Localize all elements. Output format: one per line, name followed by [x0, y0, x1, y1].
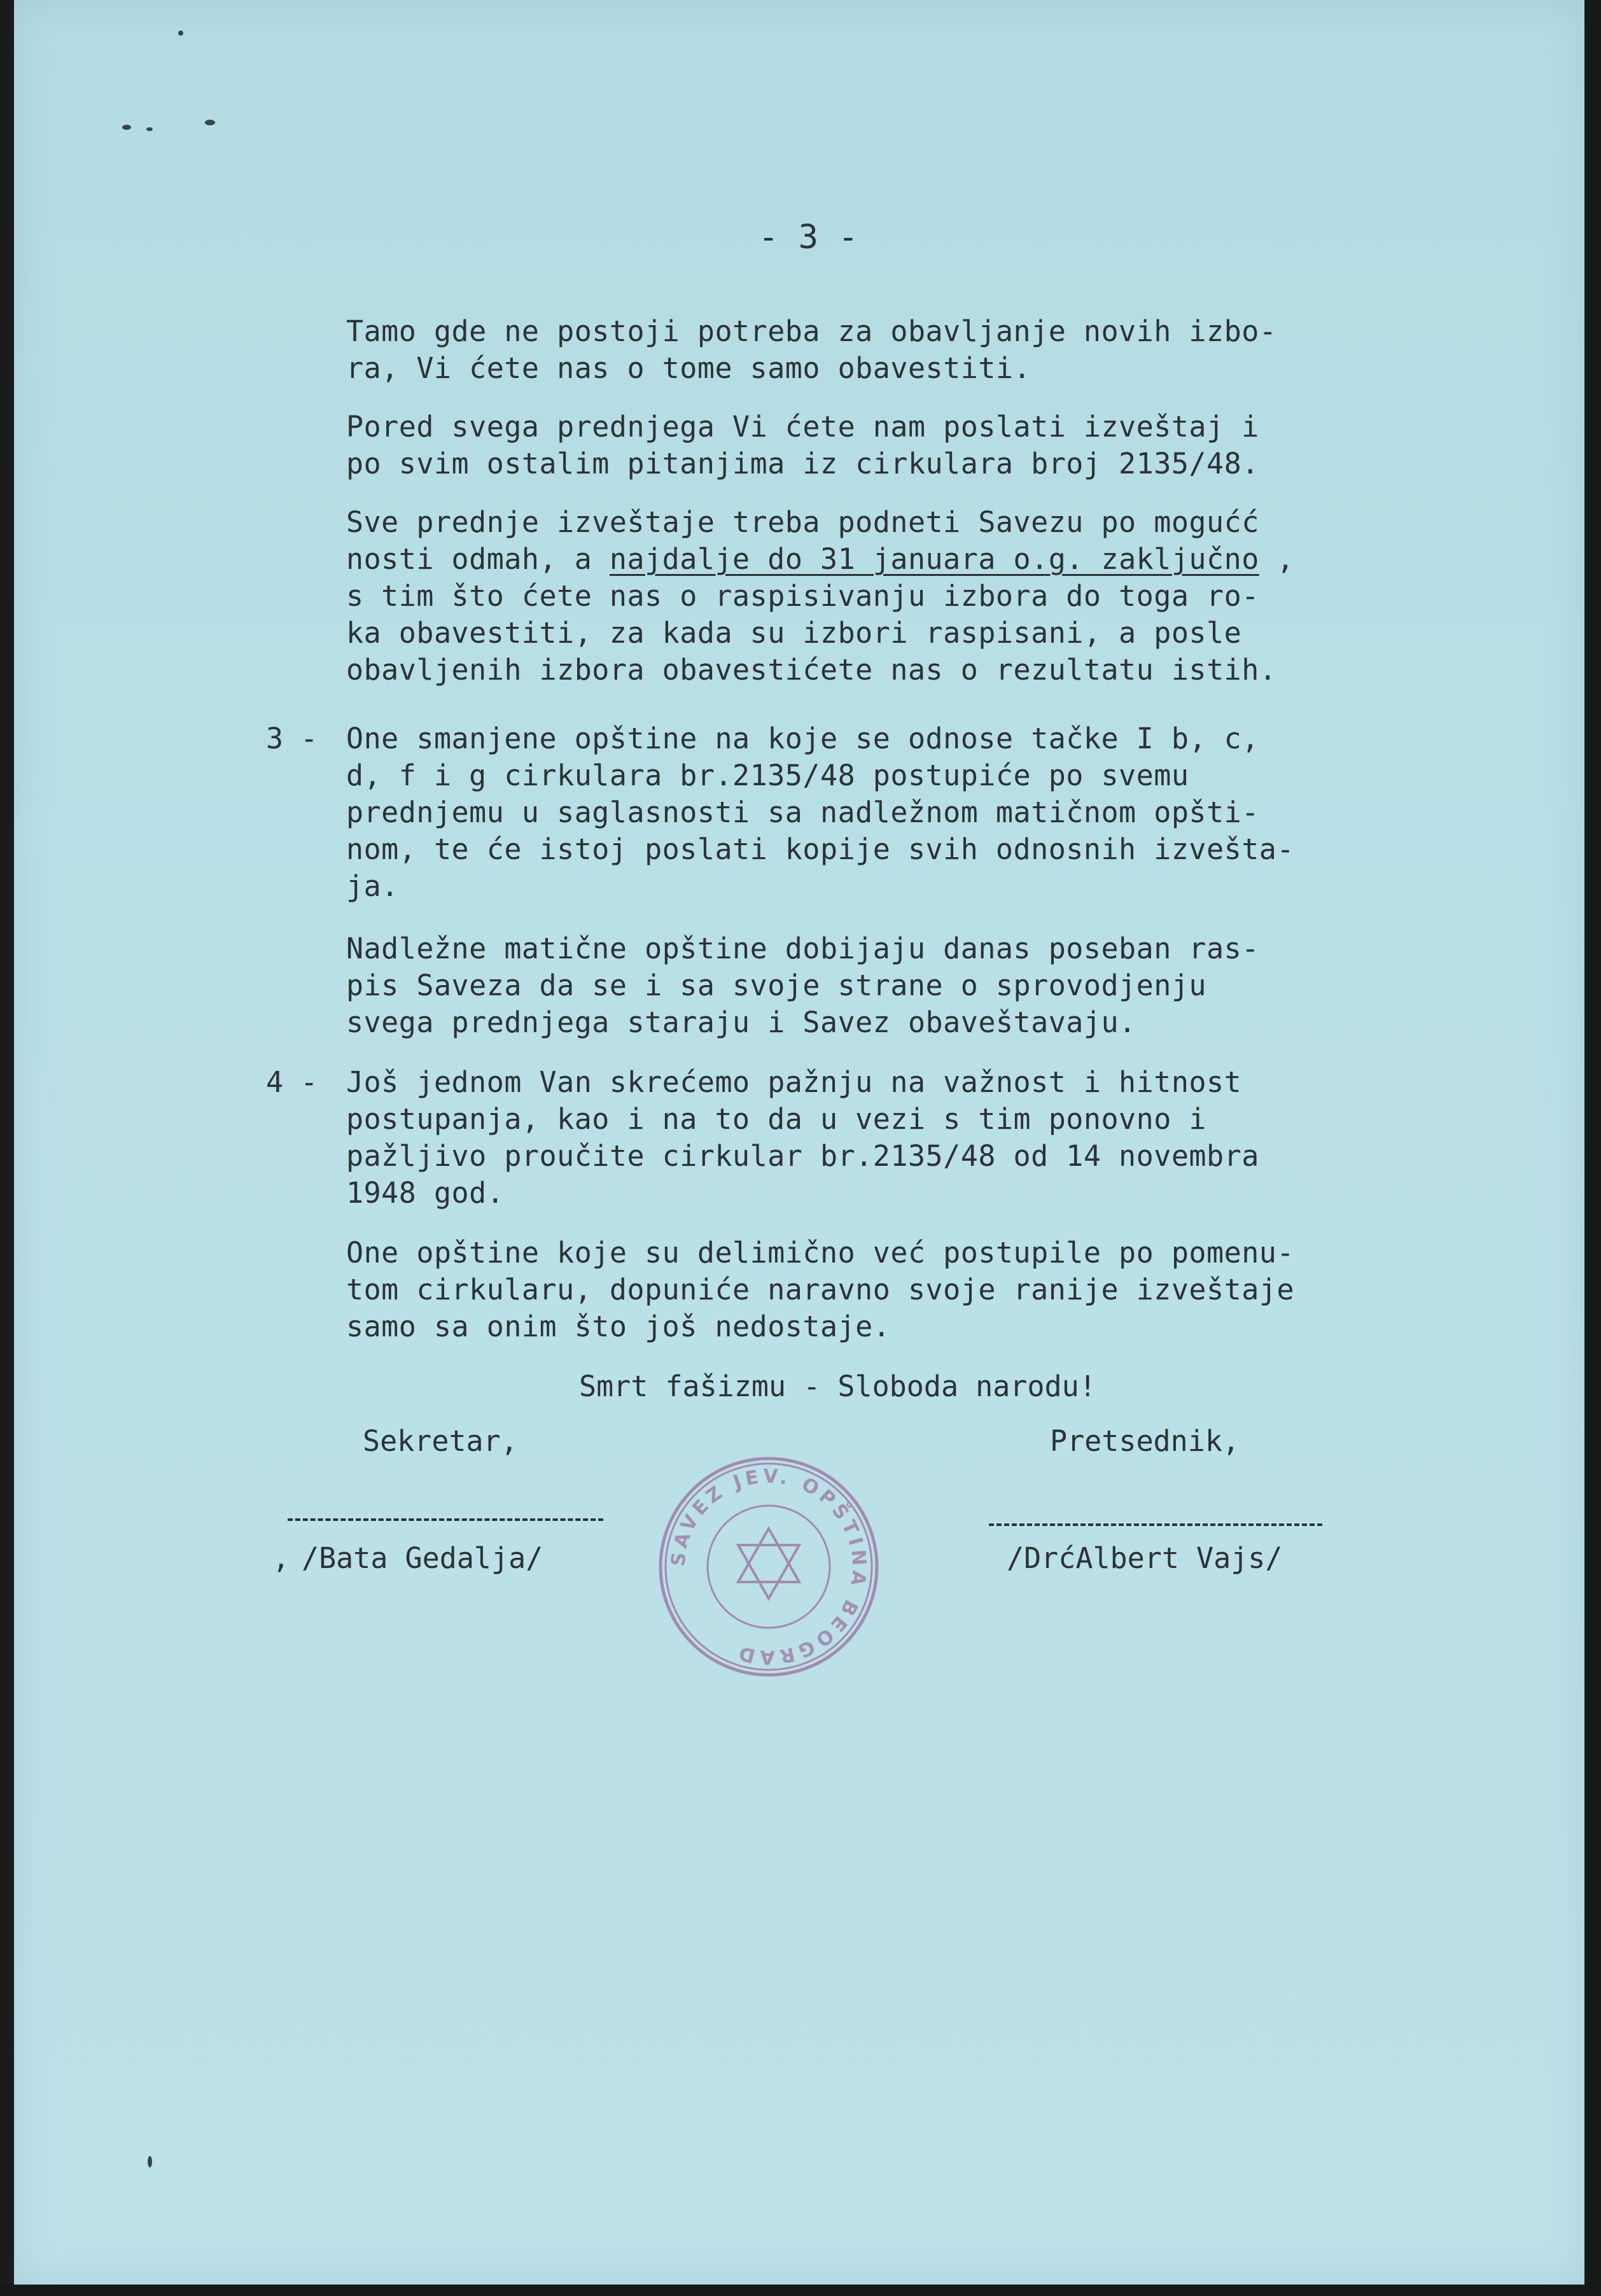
speck [148, 2156, 152, 2167]
secretary-signature-line [288, 1518, 603, 1521]
paragraph-partial [346, 1235, 1441, 1345]
text-line: tom cirkularu, dopuniće naravno svoje ranije izveštaje [346, 1273, 1294, 1306]
deadline-underlined: najdalje do 31 januara o.g. zaključno [609, 542, 1259, 576]
text-line: ja. [346, 869, 399, 903]
page-number: - 3 - [759, 218, 858, 256]
text-line: One smanjene opštine na koje se odnose tačke I b, c, [346, 722, 1259, 755]
scan-edge-bottom [0, 2285, 1601, 2296]
paragraph-parent-communities [346, 930, 1441, 1041]
secretary-name: /Bata Gedalja/ [302, 1541, 543, 1575]
speck [205, 120, 215, 125]
text-line: Tamo gde ne postoji potreba za obavljanje novih izbo- [346, 314, 1277, 348]
paragraph-report [346, 409, 1441, 482]
paragraph-new-elections [346, 313, 1441, 387]
speck [146, 127, 153, 131]
text-line: Pored svega prednjega Vi ćete nam poslati izveštaj i [346, 410, 1259, 444]
scan-edge-right [1584, 0, 1601, 2296]
text-line: po svim ostalim pitanjima iz cirkulara broj 2135/48. [346, 447, 1259, 480]
text-line: Još jednom Van skrećemo pažnju na važnost i hitnost [346, 1065, 1242, 1099]
text-line: pažljivo proučite cirkular br.2135/48 od 14 novembra [346, 1139, 1259, 1173]
text-line: ka obavestiti, za kada su izbori raspisani, a posle [346, 616, 1242, 650]
president-name: /DrćAlbert Vajs/ [1007, 1541, 1283, 1575]
text-line: prednjemu u saglasnosti sa nadležnom matičnom opšti- [346, 795, 1259, 829]
text-line [346, 541, 1441, 578]
document-page [14, 0, 1586, 2285]
closing-salutation: Smrt fašizmu - Sloboda narodu! [579, 1369, 1096, 1403]
item-3-text [346, 720, 1441, 905]
text-line: obavljenih izbora obavestićete nas o rezultatu istih. [346, 653, 1277, 687]
text-line: pis Saveza da se i sa svoje strane o sprovodjenju [346, 969, 1207, 1002]
secretary-title: Sekretar, [363, 1424, 518, 1458]
text-line: postupanja, kao i na to da u vezi s tim ponovno i [346, 1102, 1207, 1136]
text-line: 1948 god. [346, 1176, 505, 1210]
item-marker-3: 3 - [266, 722, 318, 755]
item-marker-4: 4 - [266, 1065, 318, 1099]
text-line: d, f i g cirkulara br.2135/48 postupiće po svemu [346, 759, 1189, 792]
svg-text:SAVEZ JEV. OPŠTINA BEOGRAD: SAVEZ JEV. OPŠTINA BEOGRAD [667, 1465, 870, 1669]
text-line: Nadležne matične opštine dobijaju danas poseban ras- [346, 932, 1259, 965]
signature-mark: , [272, 1541, 290, 1575]
text-line: samo sa onim što još nedostaje. [346, 1310, 891, 1343]
text-line: svega prednjega staraju i Savez obaveštavaju. [346, 1005, 1136, 1039]
paragraph-deadline [346, 504, 1441, 689]
text-segment: nosti odmah, a [346, 542, 610, 576]
text-line: s tim što ćete nas o raspisivanju izbora do toga ro- [346, 579, 1259, 613]
text-line: Sve prednje izveštaje treba podneti Savezu po mogućć [346, 505, 1259, 539]
text-line: ra, Vi ćete nas o tome samo obavestiti. [346, 351, 1031, 385]
item-4-text [346, 1064, 1441, 1212]
speck [178, 31, 183, 36]
text-segment: , [1259, 542, 1294, 576]
text-line: One opštine koje su delimično već postupile po pomenu- [346, 1236, 1294, 1270]
community-seal-stamp [655, 1453, 882, 1680]
president-signature-line [989, 1523, 1322, 1526]
president-title: Pretsednik, [1050, 1424, 1240, 1458]
speck [122, 125, 131, 130]
text-line: nom, te će istoj poslati kopije svih odnosnih izvešta- [346, 832, 1294, 866]
